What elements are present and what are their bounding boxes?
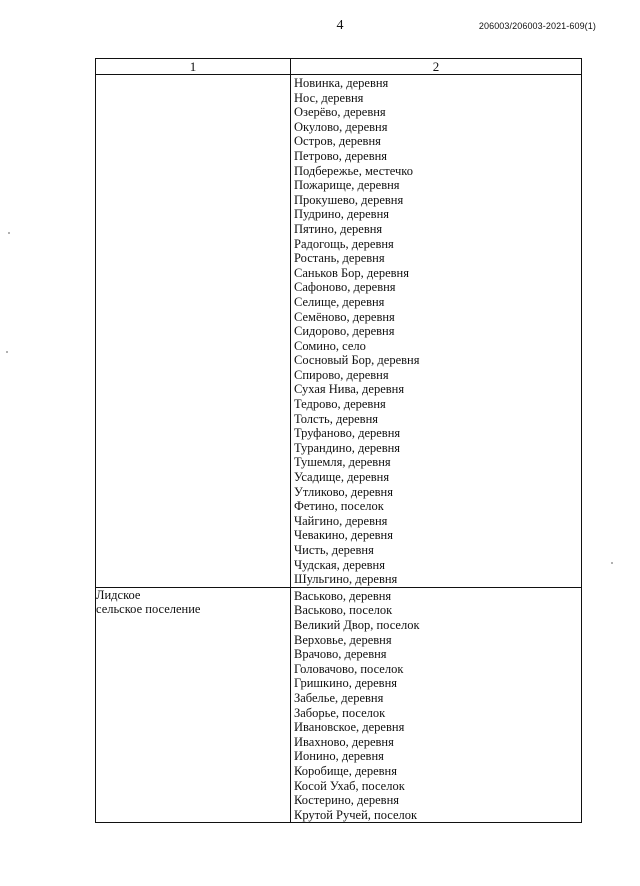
settlement-item: Сафоново, деревня (294, 280, 396, 295)
settlement-item: Пятино, деревня (294, 221, 383, 236)
settlement-item: Ивановское, деревня (294, 720, 405, 735)
settlement-item: Чудская, деревня (294, 557, 385, 572)
settlement-item: Ионино, деревня (294, 749, 384, 764)
settlement-item: Турандино, деревня (294, 440, 401, 455)
settlement-item: Верховье, деревня (294, 632, 392, 647)
settlement-item: Костерино, деревня (294, 793, 400, 808)
settlement-item: Крутой Ручей, поселок (294, 807, 418, 822)
municipality-name-line: сельское поселение (96, 602, 201, 617)
settlement-list (291, 75, 581, 587)
settlement-item: Сомино, село (294, 338, 366, 353)
municipality-cell (96, 587, 291, 823)
settlement-item: Васьково, поселок (294, 603, 393, 618)
settlement-item: Селище, деревня (294, 294, 385, 309)
settlement-item: Врачово, деревня (294, 647, 387, 662)
settlement-item: Озерёво, деревня (294, 105, 386, 120)
table-row (96, 587, 582, 823)
table-body (96, 75, 582, 823)
scan-speck (8, 232, 10, 234)
settlement-item: Сосновый Бор, деревня (294, 353, 420, 368)
settlement-item: Чайгино, деревня (294, 513, 388, 528)
settlement-item: Чевакино, деревня (294, 528, 393, 543)
table-row (96, 75, 582, 588)
table-header-row (96, 59, 582, 75)
settlement-item: Заборье, поселок (294, 705, 386, 720)
settlement-item: Прокушево, деревня (294, 192, 404, 207)
settlement-item: Труфаново, деревня (294, 426, 401, 441)
document-code: 206003/206003-2021-609(1) (478, 21, 596, 31)
settlements-table (95, 58, 582, 823)
scan-speck (6, 351, 8, 353)
settlement-item: Васьково, деревня (294, 588, 392, 603)
settlement-item: Усадище, деревня (294, 470, 390, 485)
settlements-cell (291, 75, 582, 588)
settlement-item: Пожарище, деревня (294, 178, 400, 193)
settlement-item: Подбережье, местечко (294, 163, 413, 178)
settlement-item: Толсть, деревня (294, 411, 379, 426)
settlement-item: Чисть, деревня (294, 543, 374, 557)
scan-speck (611, 562, 613, 564)
settlement-item: Спирово, деревня (294, 367, 389, 382)
settlement-item: Косой Ухаб, поселок (294, 778, 405, 793)
settlement-item: Фетино, поселок (294, 499, 384, 514)
settlement-item: Коробище, деревня (294, 763, 397, 778)
settlement-item: Тушемля, деревня (294, 455, 391, 470)
municipality-cell (96, 75, 291, 588)
settlement-item: Ростань, деревня (294, 251, 385, 266)
settlement-item: Головачово, поселок (294, 661, 404, 676)
settlement-item: Пудрино, деревня (294, 207, 390, 222)
municipality-name-line: Лидское (96, 587, 141, 602)
settlement-list (291, 588, 581, 823)
settlements-cell (291, 587, 582, 823)
settlement-item: Радогощь, деревня (294, 236, 394, 251)
settlement-item: Окулово, деревня (294, 119, 388, 134)
settlement-item: Забелье, деревня (294, 690, 384, 705)
settlement-item: Гришкино, деревня (294, 676, 398, 691)
settlement-item: Великий Двор, поселок (294, 617, 420, 632)
settlement-item: Сухая Нива, деревня (294, 382, 405, 397)
settlement-item: Утликово, деревня (294, 484, 393, 499)
column-header-1: 1 (96, 59, 291, 75)
settlement-item: Петрово, деревня (294, 148, 388, 163)
settlement-item: Шульгино, деревня (294, 572, 398, 587)
page-number: 4 (336, 18, 344, 33)
settlement-item: Остров, деревня (294, 134, 381, 149)
settlement-item: Тедрово, деревня (294, 397, 386, 412)
settlement-item: Нос, деревня (294, 90, 364, 105)
settlement-item: Сидорово, деревня (294, 324, 395, 339)
column-header-2: 2 (291, 59, 582, 75)
settlement-item: Семёново, деревня (294, 309, 395, 324)
settlement-item: Новинка, деревня (294, 76, 389, 90)
settlement-item: Ивахново, деревня (294, 734, 394, 749)
settlement-item: Саньков Бор, деревня (294, 265, 409, 280)
